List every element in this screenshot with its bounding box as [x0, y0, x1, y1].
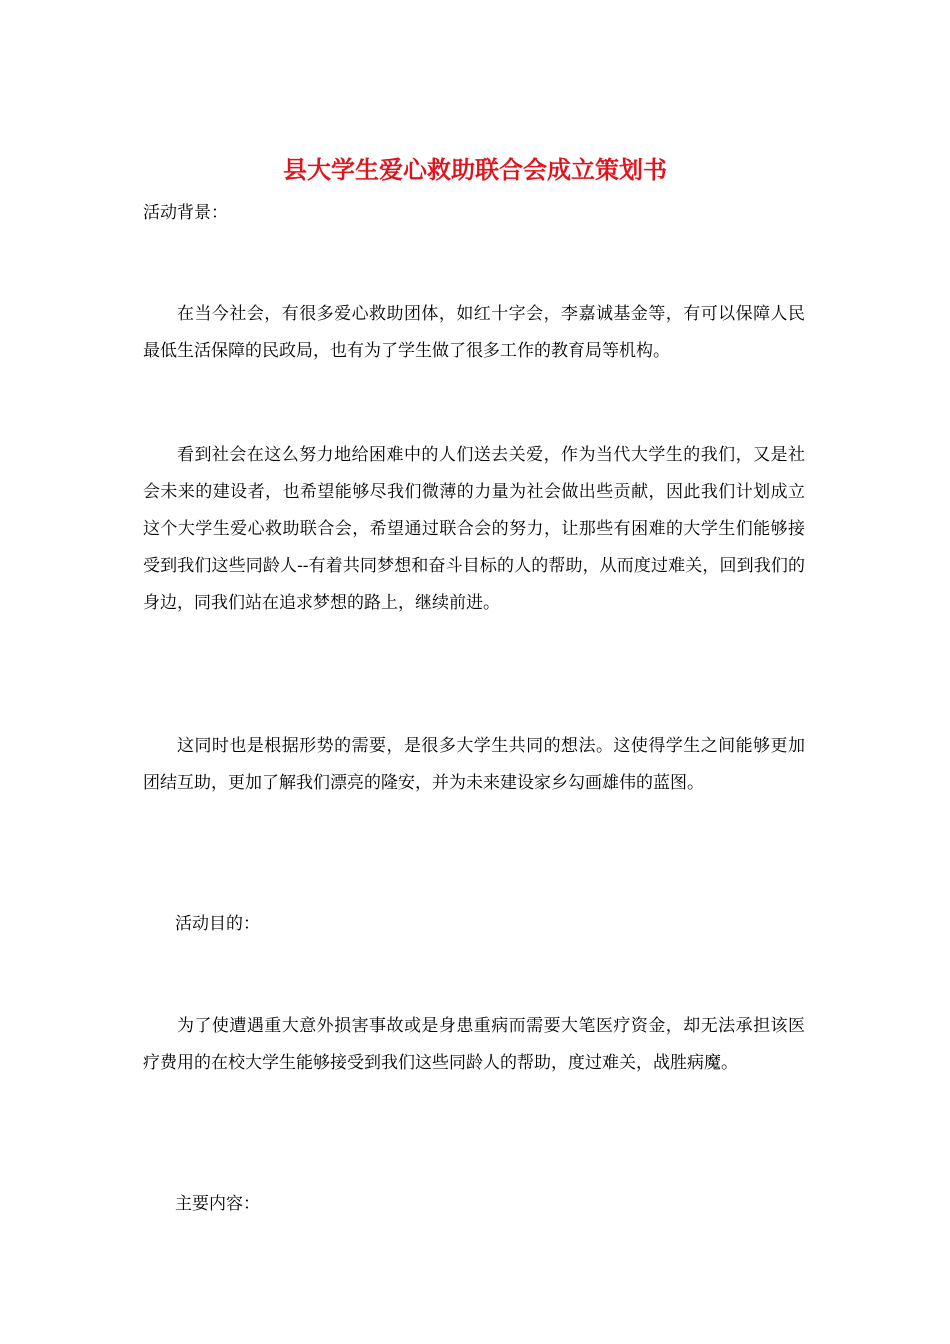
content-heading: 主要内容：	[175, 1194, 260, 1214]
background-heading: 活动背景：	[143, 203, 228, 223]
background-paragraph-3: 这同时也是根据形势的需要，是很多大学生共同的想法。这使得学生之间能够更加团结互助，更加了解我们漂亮的隆安，并为未来建设家乡勾画雄伟的蓝图。	[143, 736, 805, 793]
purpose-heading: 活动目的：	[175, 914, 260, 934]
document-title: 县大学生爱心救助联合会成立策划书	[283, 155, 667, 184]
background-paragraph-1: 在当今社会，有很多爱心救助团体，如红十字会，李嘉诚基金等，有可以保障人民最低生活保障的民政局，也有为了学生做了很多工作的教育局等机构。	[143, 304, 805, 361]
background-paragraph-2: 看到社会在这么努力地给困难中的人们送去关爱，作为当代大学生的我们，又是社会未来的建设者，也希望能够尽我们微薄的力量为社会做出些贡献，因此我们计划成立这个大学生爱心救助联合会，希望通过联合会的努力，让那些有困难的大学生们能够接受到我们这些同龄人--有着共同梦想和奋斗目标的人的帮助，从而度过难关，回到我们的身边，同我们站在追求梦想的路上，继续前进。	[143, 445, 805, 613]
purpose-paragraph: 为了使遭遇重大意外损害事故或是身患重病而需要大笔医疗资金，却无法承担该医疗费用的在校大学生能够接受到我们这些同龄人的帮助，度过难关，战胜病魔。	[143, 1016, 805, 1073]
